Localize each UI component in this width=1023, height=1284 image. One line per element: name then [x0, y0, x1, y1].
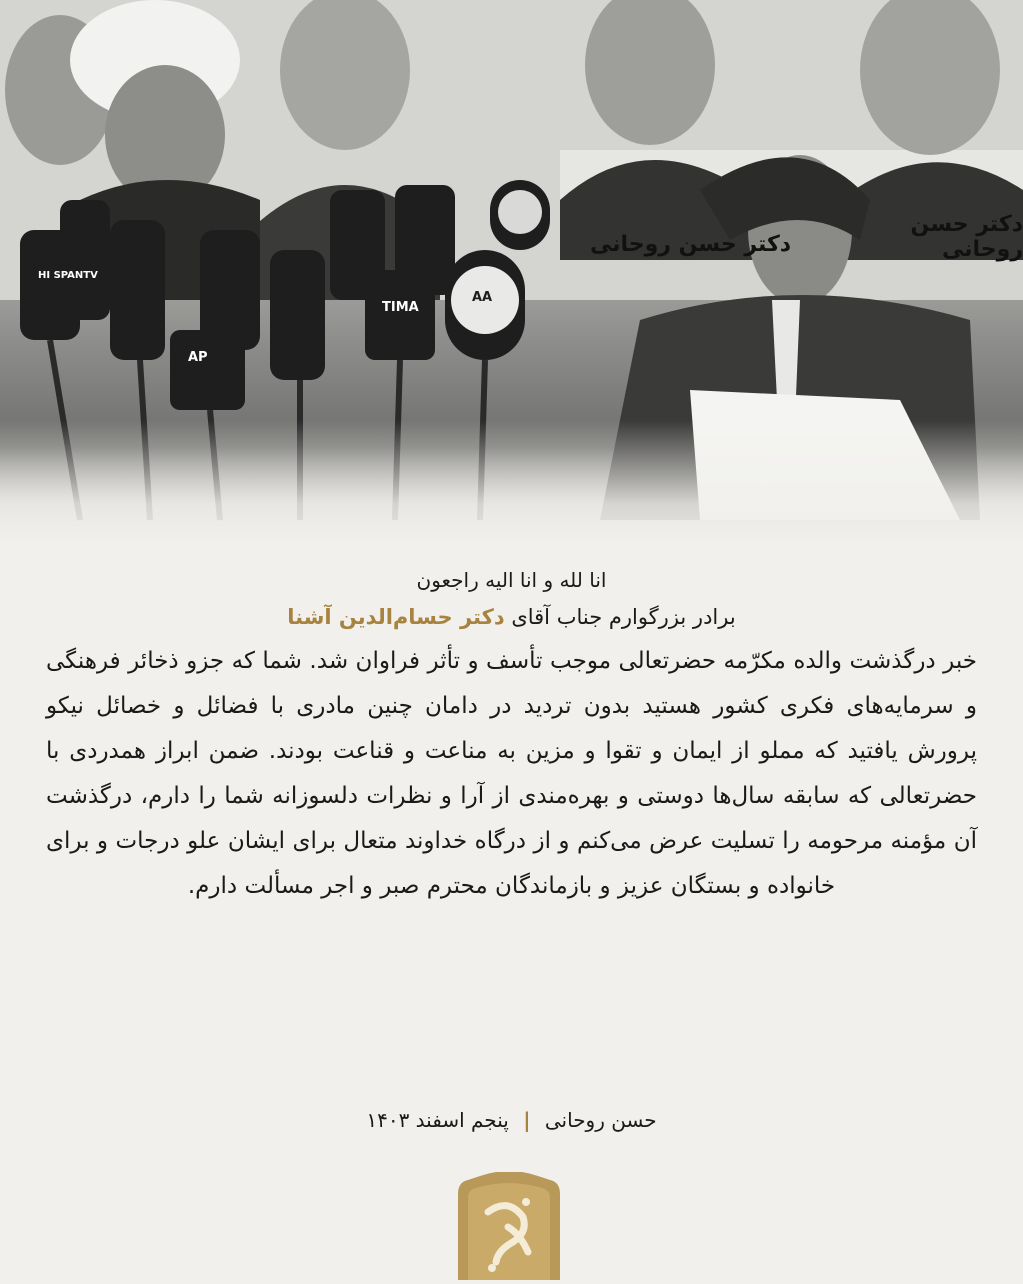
photo-fade [0, 420, 1023, 560]
address-prefix: برادر بزرگوارم جناب آقای [511, 605, 736, 629]
rouhani-calligraphy-logo-icon [458, 1172, 560, 1280]
spantv-mic-label: HI SPANTV [38, 270, 98, 281]
aa-mic-label: AA [472, 290, 493, 305]
ap-mic-label: AP [188, 350, 208, 365]
poster-caption: دکتر حسن روحانی [590, 232, 792, 257]
condolence-letter [40, 565, 983, 909]
signer-name: حسن روحانی [544, 1108, 657, 1132]
header-photo [0, 0, 1023, 560]
letter-body: خبر درگذشت والده مکرّمه حضرتعالی موجب تأسف و تأثر فراوان شد. شما که جزو ذخائر فرهنگی و سرمایه‌های فکری کشور هستید بدون تردید در دامان چنین مادری با فضائل و خصائل نیکو پرورش یافتید که مملو از ایمان و تقوا و مزین به مناعت و قناعت بودند. ضمن ابراز همدردی با حضرتعالی که سابقه سال‌ها دوستی و بهره‌مندی از آرا و نظرات دلسوزانه شما را دارم، درگذشت آن مؤمنه مرحومه را تسلیت عرض می‌کنم و از درگاه خداوند متعال برای ایشان علو درجات و برای خانواده و بستگان عزیز و بازماندگان محترم صبر و اجر مسألت دارم. [46, 648, 977, 899]
opening-line: انا لله و انا الیه راجعون [416, 568, 607, 592]
signature-date: پنجم اسفند ۱۴۰۳ [366, 1108, 509, 1132]
tima-mic-label: TIMA [382, 300, 419, 315]
signature-separator: | [523, 1108, 531, 1132]
signature [0, 1108, 1023, 1132]
address-line [40, 601, 983, 633]
poster-caption: دکتر حسن روحانی [910, 212, 1023, 262]
recipient-name: دکتر حسام‌الدین آشنا [287, 605, 505, 629]
